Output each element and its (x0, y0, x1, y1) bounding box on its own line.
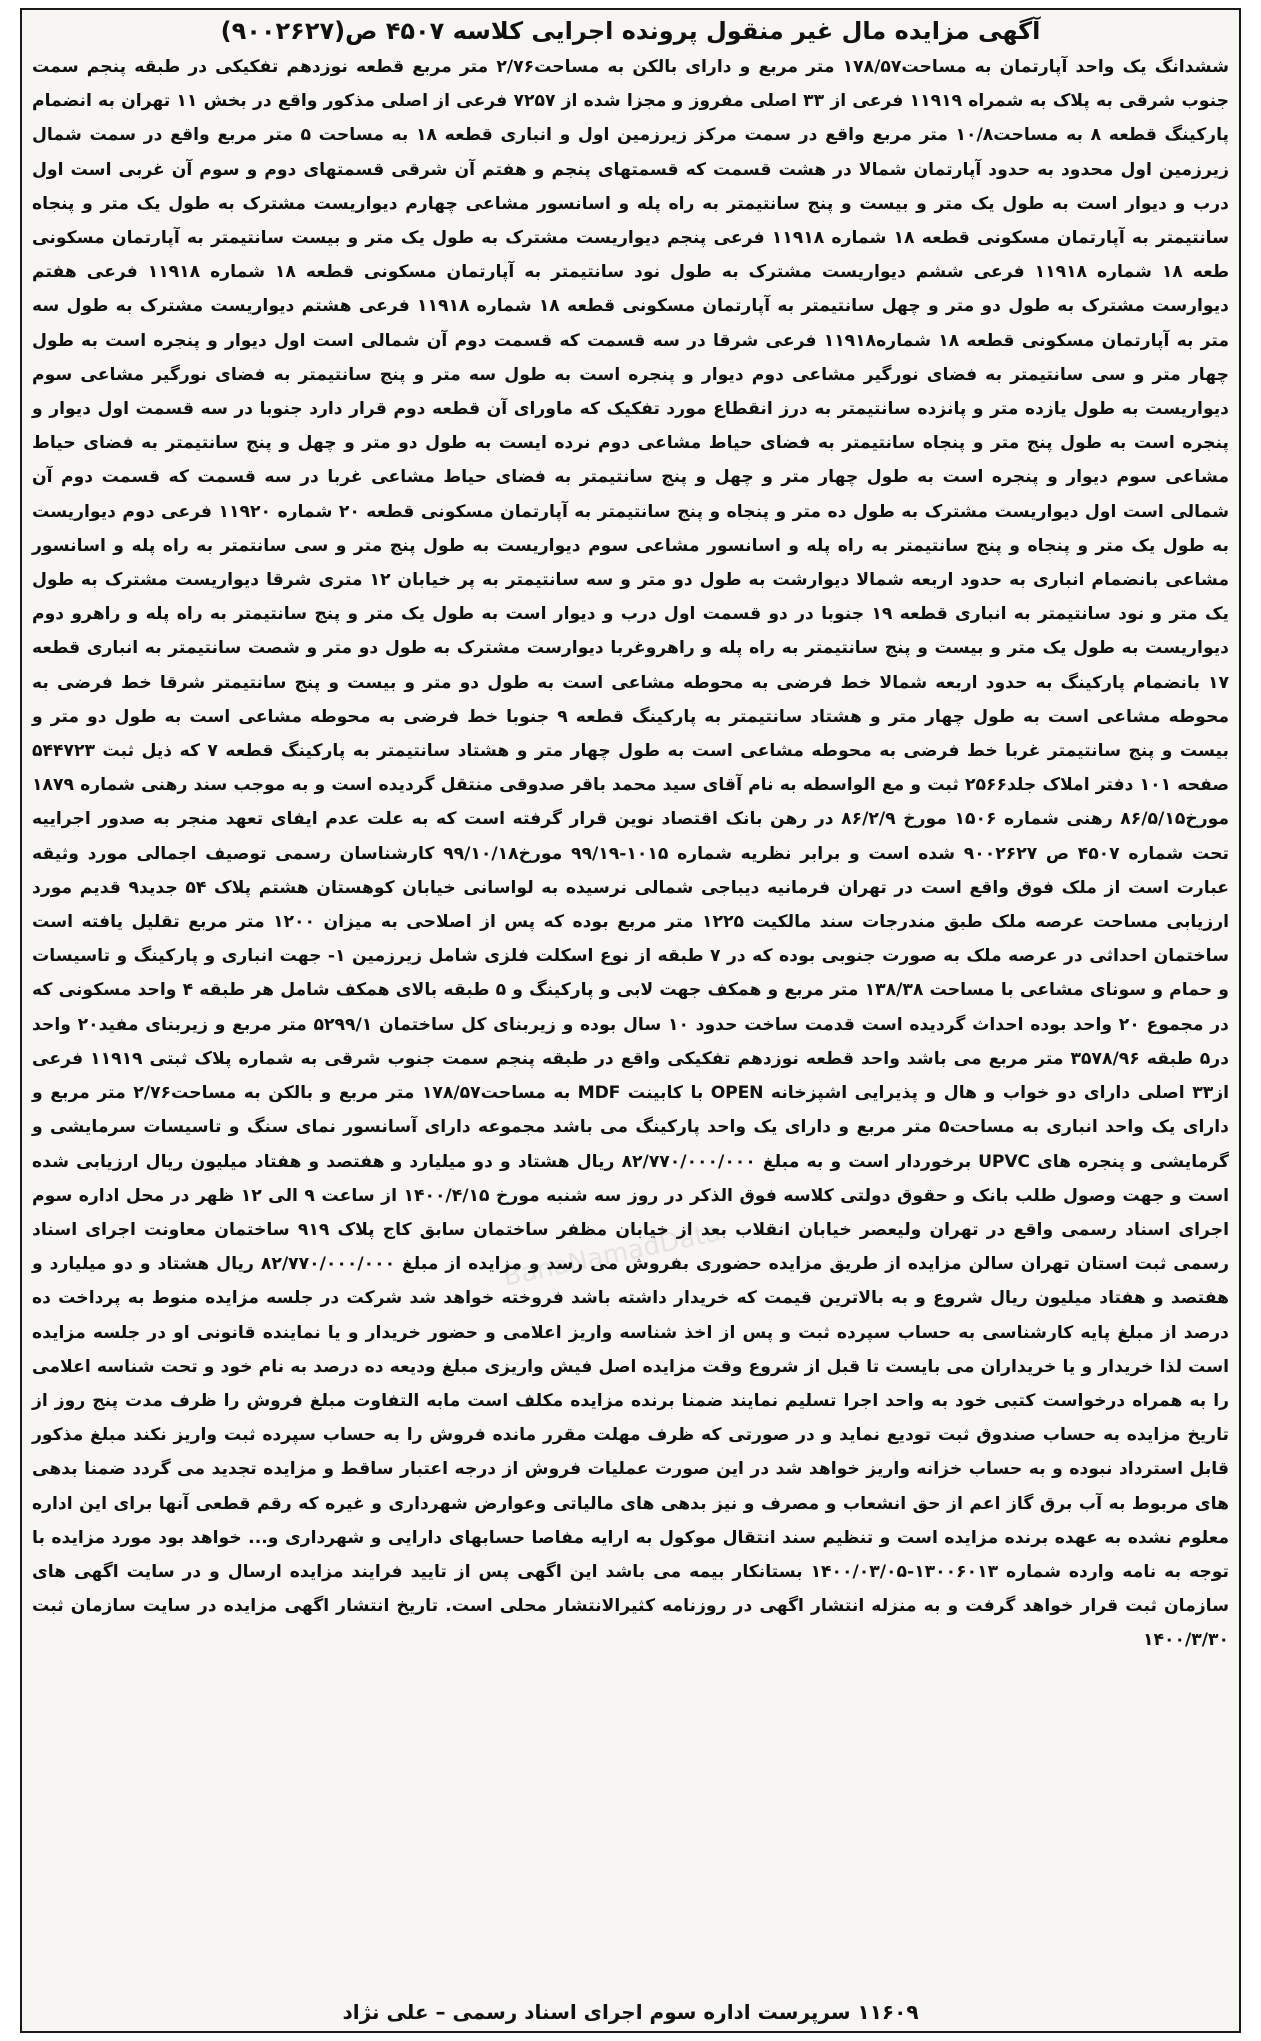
notice-title: آگهی مزایده مال غیر منقول پرونده اجرایی کلاسه ۴۵۰۷ ص(۹۰۰۲۶۲۷) (220, 17, 1041, 45)
notice-signature: ۱۱۶۰۹ سرپرست اداره سوم اجرای اسناد رسمی – علی نژاد (342, 2000, 919, 2024)
notice-body: ششدانگ یک واحد آپارتمان به مساحت۱۷۸/۵۷ متر مربع و دارای بالکن به مساحت۲/۷۶ متر مربع قطعه نوزدهم تفکیکی در طبقه پنجم سمت جنوب شرقی به پلاک به شمراه ۱۱۹۱۹ فرعی از ۳۳ اصلی مفروز و مجزا شده از ۷۲۵۷ فرعی از اصلی مذکور واقع در بخش ۱۱ تهران به انضمام پارکینگ قطعه ۸ به مساحت۱۰/۸ متر مربع واقع در سمت مرکز زیرزمین اول و انباری قطعه ۱۸ به مساحت ۵ متر مربع واقع در سمت شمال زیرزمین اول محدود به حدود آپارتمان شمالا در هشت قسمت که قسمتهای پنجم و هفتم آن شرقی قسمتهای دوم و سوم آن غربی است اول درب و دیوار است به طول یک متر و بیست و پنج سانتیمتر به راه پله و اسانسور مشاعی چهارم دیواریست مشترک به طول یک متر و پنجاه سانتیمتر به آپارتمان مسکونی قطعه ۱۸ شماره ۱۱۹۱۸ فرعی پنجم دیواریست مشترک به طول یک متر و بیست سانتیمتر به آپارتمان مسکونی طعه ۱۸ شماره ۱۱۹۱۸ فرعی ششم دیواریست مشترک به طول نود سانتیمتر به آپارتمان مسکونی قطعه ۱۸ شماره ۱۱۹۱۸ فرعی هفتم دیوارست مشترک به طول دو متر و چهل سانتیمتر به آپارتمان مسکونی قطعه ۱۸ شماره ۱۱۹۱۸ فرعی هشتم دیواریست مشترک به طول سه متر به آپارتمان مسکونی قطعه ۱۸ شماره۱۱۹۱۸ فرعی شرقا در سه قسمت که قسمت دوم آن شمالی است اول دیوار و پنجره است به طول چهار متر و سی سانتیمتر به فضای نورگیر مشاعی دوم دیوار و پنجره است به طول سه متر و پنج سانتیمتر به فضای نورگیر مشاعی سوم دیواریست به طول یازده متر و پانزده سانتیمتر به درز انقطاع مورد تفکیک که ماورای آن قطعه دوم قرار دارد جنوبا در سه قسمت اول دیوار و پنجره است به طول پنج متر و پنجاه سانتیمتر به فضای حیاط مشاعی دوم نرده ایست به طول دو متر و چهل و پنج سانتیمتر به فضای حیاط مشاعی سوم دیوار و پنجره است به طول چهار متر و چهل و پنج سانتیمتر به فضای حیاط مشاعی غربا در سه قسمت که قسمت دوم آن شمالی است اول دیواریست مشترک به طول ده متر و پنجاه و پنج سانتیمتر به آپارتمان مسکونی قطعه ۲۰ شماره ۱۱۹۲۰ فرعی دوم دیواریست به طول یک متر و پنجاه و پنج سانتیمتر به راه پله و اسانسور مشاعی سوم دیواریست به طول پنج متر و سی سانتمتر به راه پله و اسانسور مشاعی بانضمام انباری به حدود اربعه شمالا دیوارشت به طول دو متر و سه سانتیمتر به پر خیابان ۱۲ متری شرقا دیواریست مشترک به طول یک متر و نود سانتیمتر به انباری قطعه ۱۹ جنوبا در دو قسمت اول درب و دیوار است به طول یک متر و پنج سانتیمتر به راه پله و راهرو دوم دیواریست به طول یک متر و بیست و پنج سانتیمتر به راه پله و راهروغربا دیوارست مشترک به طول دو متر و شصت سانتیمتر به انباری قطعه ۱۷ بانضمام پارکینگ به حدود اربعه شمالا خط فرضی به محوطه مشاعی است به طول دو متر و بیست و پنج سانتیمتر شرقا خط فرضی به محوطه مشاعی است به طول چهار متر و هشتاد سانتیمتر به پارکینگ قطعه ۹ جنوبا خط فرضی به محوطه مشاعی است به طول دو متر و بیست و پنج سانتیمتر غربا خط فرضی به محوطه مشاعی است به طول چهار متر و هشتاد سانتیمتر به پارکینگ قطعه ۷ که ذیل ثبت ۵۴۴۷۲۳ صفحه ۱۰۱ دفتر املاک جلد۲۵۶۶ ثبت و مع الواسطه به نام آقای سید محمد باقر صدوقی منتقل گردیده است و به موجب سند رهنی شماره ۱۸۷۹ مورخ۸۶/۵/۱۵ رهنی شماره ۱۵۰۶ مورخ ۸۶/۲/۹ در رهن بانک اقتصاد نوین قرار گرفته است که به علت عدم ایفای تعهد منجر به صدور اجراییه تحت شماره ۴۵۰۷ ص ۹۰۰۲۶۲۷ شده است و برابر نظریه شماره ۱۰۱۵-۹۹/۱۹ مورخ۹۹/۱۰/۱۸ کارشناسان رسمی توصیف اجمالی مورد وثیقه عبارت است از ملک فوق واقع است در تهران فرمانیه دیباجی شمالی نرسیده به لواسانی خیابان کوهستان هشتم پلاک ۵۴ جدید۹ قدیم مورد ارزیابی مساحت عرصه ملک طبق مندرجات سند مالکیت ۱۲۲۵ متر مربع بوده که پس از اصلاحی به میزان ۱۲۰۰ متر مربع تقلیل یافته است ساختمان احداثی در عرصه ملک به صورت جنوبی بوده که در ۷ طبقه از نوع اسکلت فلزی شامل زیرزمین ۱- جهت انباری و پارکینگ و تاسیسات و حمام و سونای مشاعی با مساحت ۱۳۸/۳۸ متر مربع و همکف جهت لابی و پارکینگ و ۵ طبقه بالای همکف شامل هر طبقه ۴ واحد مسکونی که در مجموع ۲۰ واحد بوده احداث گردیده است قدمت ساخت حدود ۱۰ سال بوده و زیربنای کل ساختمان ۵۲۹۹/۱ متر مربع و زیربنای مفید۲۰ واحد در۵ طبقه ۳۵۷۸/۹۶ متر مربع می باشد واحد قطعه نوزدهم تفکیکی واقع در طبقه پنجم سمت جنوب شرقی به شماره پلاک ثبتی ۱۱۹۱۹ فرعی از۳۳ اصلی دارای دو خواب و هال و پذیرایی اشپزخانه OPEN با کابینت MDF به مساحت۱۷۸/۵۷ متر مربع و بالکن به مساحت۲/۷۶ متر مربع و دارای یک واحد انباری به مساحت۵ متر مربع و دارای یک واحد پارکینگ می باشد مجموعه دارای آسانسور نمای سنگ و تاسیسات سرمایشی و گرمایشی و پنجره های UPVC برخوردار است و به مبلغ ۸۲/۷۷۰/۰۰۰/۰۰۰ ریال هشتاد و دو میلیارد و هفتصد و هفتاد میلیون ریال ارزیابی شده است و جهت وصول طلب بانک و حقوق دولتی کلاسه فوق الذکر در روز سه شنبه مورخ ۱۴۰۰/۴/۱۵ از ساعت ۹ الی ۱۲ ظهر در محل اداره سوم اجرای اسناد رسمی واقع در تهران ولیعصر خیابان انقلاب بعد از خیابان مظفر ساختمان سابق کاج پلاک ۹۱۹ ساختمان معاونت اجرای اسناد رسمی ثبت استان تهران سالن مزایده از طریق مزایده حضوری بفروش می رسد و مزایده از مبلغ ۸۲/۷۷۰/۰۰۰/۰۰۰ ریال هشتاد و دو میلیارد و هفتصد و هفتاد میلیون ریال شروع و به بالاترین قیمت که خریدار داشته باشد فروخته خواهد شد شرکت در جلسه مزایده منوط به پرداخت ده درصد از مبلغ پایه کارشناسی به حساب سپرده ثبت و پس از اخذ شناسه واریز اعلامی و حضور خریدار و یا نماینده قانونی او در جلسه مزایده است لذا خریدار و یا خریداران می بایست تا قبل از شروع وقت مزایده اصل فیش واریزی مبلغ ودیعه ده درصد به نام خود و تحت شناسه اعلامی را به همراه درخواست کتبی خود به واحد اجرا تسلیم نمایند ضمنا برنده مزایده مکلف است مابه التفاوت مبلغ فروش را ظرف مدت پنج روز از تاریخ مزایده به حساب صندوق ثبت تودیع نماید و در صورتی که ظرف مهلت مقرر مانده فروش را به حساب سپرده ثبت واریز نکند مبلغ مذکور قابل استرداد نبوده و به حساب خزانه واریز خواهد شد در این صورت عملیات فروش از درجه اعتبار ساقط و مزایده تجدید می گردد ضمنا بدهی های مربوط به آب برق گاز اعم از حق انشعاب و مصرف و نیز بدهی های مالیاتی وعوارض شهرداری و غیره که رقم قطعی آنها برای این اداره معلوم نشده به عهده برنده مزایده است و تنظیم سند انتقال موکول به ارایه مفاصا حسابهای دارایی و شهرداری و... خواهد بود مورد مزایده با توجه به نامه وارده شماره ۱۳۰۰۶۰۱۳-۱۴۰۰/۰۳/۰۵ بستانکار بیمه می باشد این اگهی پس از تایید فرایند مزایده ارسال و در سایت اگهی های سازمان ثبت قرار خواهد گرفت و به منزله انتشار اگهی در روزنامه کثیرالانتشار محلی است. تاریخ انتشار اگهی مزایده در سایت سازمان ثبت ۱۴۰۰/۳/۳۰ (32, 57, 1230, 1651)
auction-notice-page (20, 8, 1241, 2033)
watermark: BanaNamadData (500, 1217, 724, 1293)
